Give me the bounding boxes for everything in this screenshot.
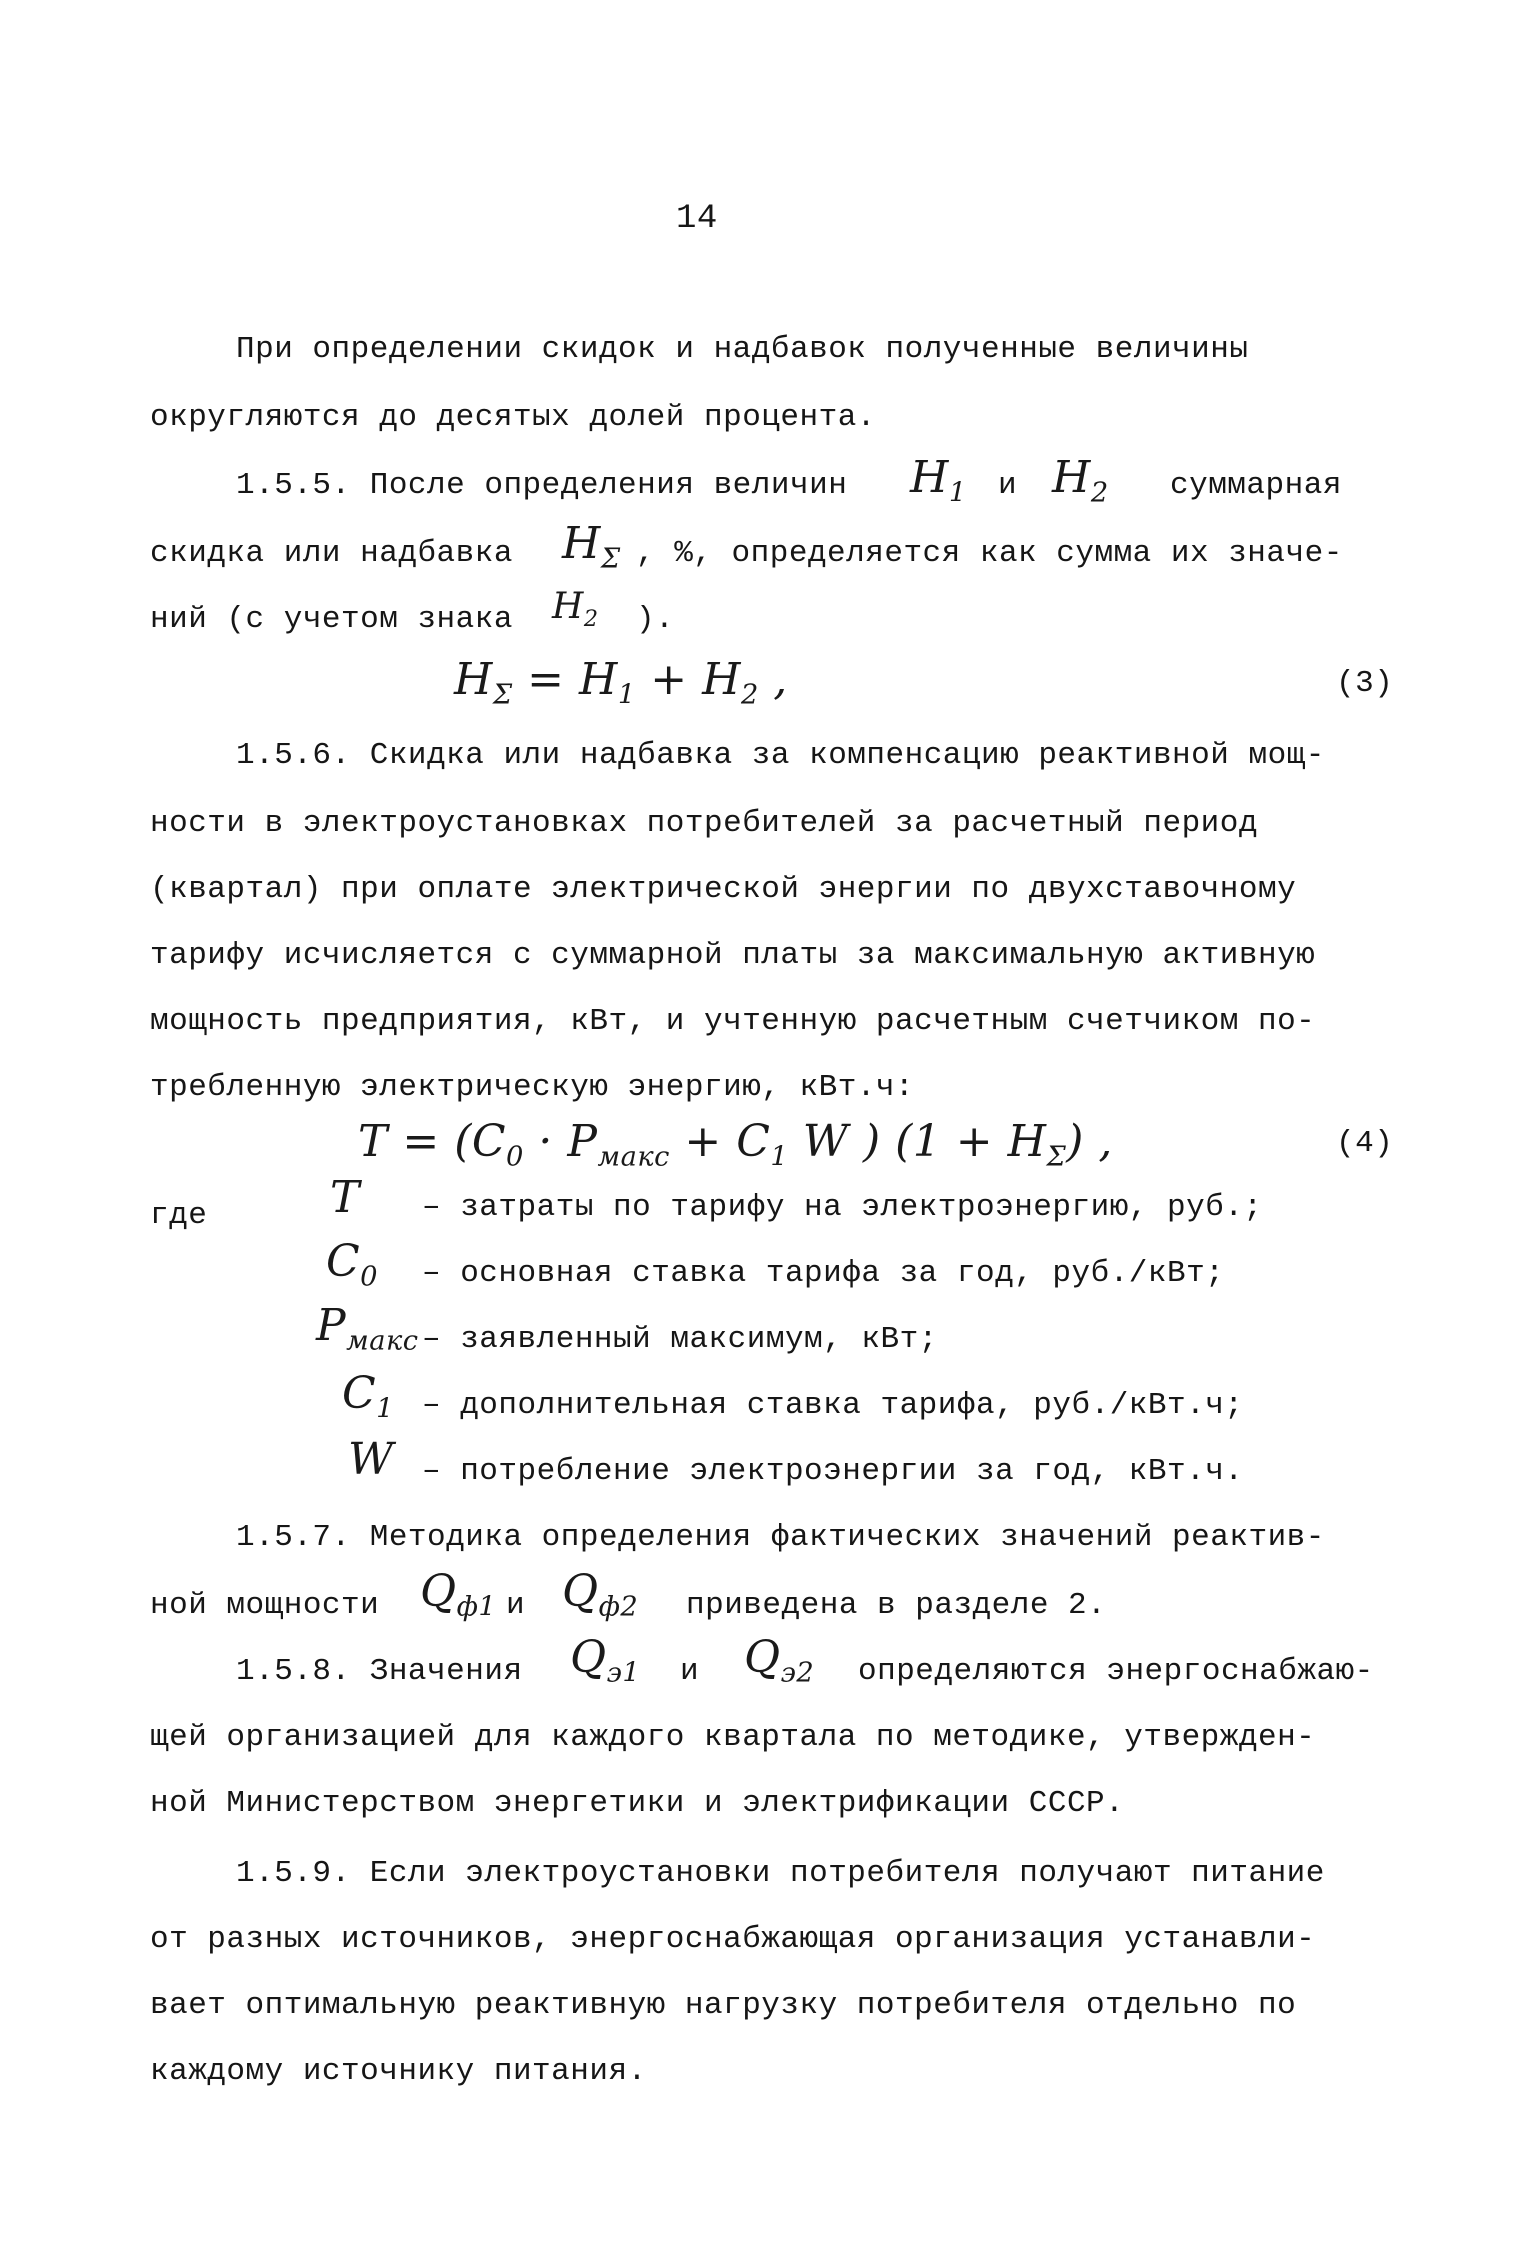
- definition-symbol-w: W: [348, 1434, 394, 1485]
- page-number: 14: [676, 200, 718, 238]
- definition-text-c0: – основная ставка тарифа за год, руб./кВт;: [422, 1256, 1225, 1291]
- section-1-5-5-line-2b: , %, определяется как сумма их значе-: [636, 536, 1343, 571]
- symbol-h-sum: $H_\Sigma$: [562, 518, 621, 575]
- section-1-5-6-line-3: (квартал) при оплате электрической энергии по двухставочному: [150, 872, 1297, 907]
- section-1-5-9-line-1: 1.5.9. Если электроустановки потребителя получают питание: [236, 1856, 1325, 1891]
- section-1-5-9-line-3: вает оптимальную реактивную нагрузку потребителя отдельно по: [150, 1988, 1297, 2023]
- section-1-5-6-line-4: тарифу исчисляется с суммарной платы за максимальную активную: [150, 938, 1316, 973]
- symbol-q-e1: $Q_{э1}$: [570, 1632, 641, 1689]
- where-label: где: [150, 1198, 208, 1233]
- formula-4: $T = (C_0 \cdot P_{макс} + C_1$ W ) $(1 + H_\Sigma)$ ,: [358, 1116, 1113, 1173]
- symbol-h1: $H_1$: [910, 452, 967, 509]
- section-1-5-8-line-2: щей организацией для каждого квартала по методике, утвержден-: [150, 1720, 1316, 1755]
- formula-3: $H_\Sigma = H_1 + H_2$ ,: [454, 654, 788, 711]
- definition-text-pmaks: – заявленный максимум, кВт;: [422, 1322, 938, 1357]
- definition-symbol-c1: $C_1$: [342, 1368, 395, 1425]
- definition-symbol-t: T: [330, 1172, 360, 1223]
- section-1-5-5-line-1b: суммарная: [1170, 468, 1342, 503]
- section-1-5-8-line-1b: определяются энергоснабжаю-: [858, 1654, 1374, 1689]
- symbol-q-phi1: $Q_{ф1}$: [420, 1566, 497, 1623]
- section-1-5-7-and: и: [506, 1588, 526, 1623]
- section-1-5-7-line-2a: ной мощности: [150, 1588, 380, 1623]
- section-1-5-6-line-1: 1.5.6. Скидка или надбавка за компенсацию реактивной мощ-: [236, 738, 1325, 773]
- section-1-5-5-line-1a: 1.5.5. После определения величин: [236, 468, 848, 503]
- section-1-5-9-line-2: от разных источников, энергоснабжающая организация устанавли-: [150, 1922, 1316, 1957]
- paragraph-rounding-line-1: При определении скидок и надбавок полученные величины: [236, 332, 1249, 367]
- section-1-5-7-line-2b: приведена в разделе 2.: [686, 1588, 1107, 1623]
- symbol-q-e2: $Q_{э2}$: [744, 1632, 815, 1689]
- formula-3-number: (3): [1336, 666, 1394, 701]
- section-1-5-5-line-2a: скидка или надбавка: [150, 536, 513, 571]
- symbol-q-phi2: $Q_{ф2}$: [562, 1566, 639, 1623]
- section-1-5-5-line-3a: ний (с учетом знака: [150, 602, 513, 637]
- formula-4-number: (4): [1336, 1126, 1394, 1161]
- section-1-5-8-line-1a: 1.5.8. Значения: [236, 1654, 523, 1689]
- symbol-h2-sign: $H_2$: [552, 586, 599, 632]
- section-1-5-7-line-1: 1.5.7. Методика определения фактических значений реактив-: [236, 1520, 1325, 1555]
- definition-text-w: – потребление электроэнергии за год, кВт.ч.: [422, 1454, 1244, 1489]
- definition-text-t: – затраты по тарифу на электроэнергию, руб.;: [422, 1190, 1263, 1225]
- section-1-5-9-line-4: каждому источнику питания.: [150, 2054, 647, 2089]
- paragraph-rounding-line-2: округляются до десятых долей процента.: [150, 400, 876, 435]
- section-1-5-6-line-5: мощность предприятия, кВт, и учтенную расчетным счетчиком по-: [150, 1004, 1316, 1039]
- definition-text-c1: – дополнительная ставка тарифа, руб./кВт.ч;: [422, 1388, 1244, 1423]
- section-1-5-8-line-3: ной Министерством энергетики и электрификации СССР.: [150, 1786, 1125, 1821]
- section-1-5-8-and: и: [680, 1654, 700, 1689]
- definition-symbol-pmaks: $P_{макс}$: [316, 1300, 419, 1357]
- conjunction-and: и: [998, 468, 1018, 503]
- section-1-5-6-line-6: требленную электрическую энергию, кВт.ч:: [150, 1070, 915, 1105]
- symbol-h2: $H_2$: [1052, 452, 1109, 509]
- section-1-5-5-line-3b: ).: [636, 602, 675, 637]
- section-1-5-6-line-2: ности в электроустановках потребителей за расчетный период: [150, 806, 1258, 841]
- definition-symbol-c0: $C_0$: [326, 1236, 379, 1293]
